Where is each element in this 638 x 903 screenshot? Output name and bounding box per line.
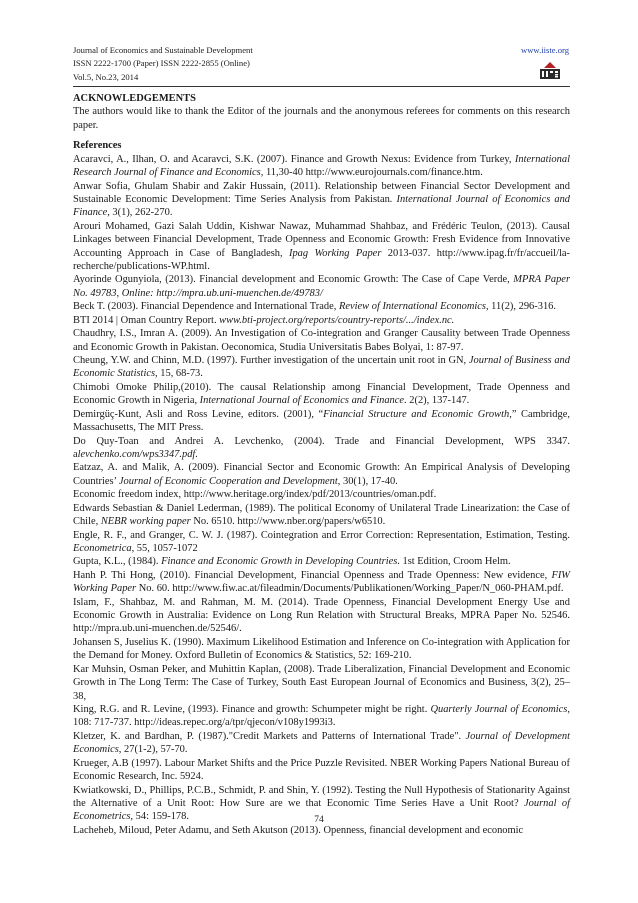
iiste-logo — [531, 61, 569, 81]
reference-text: Ipag Working Paper — [288, 247, 382, 259]
reference-text: Kletzer, K. and Bardhan, P. (1987)."Credit Markets and Patterns of International Trade". — [73, 730, 466, 742]
reference-entry — [73, 757, 570, 784]
reference-text: No. 6510. http://www.nber.org/papers/w6510. — [190, 516, 386, 528]
reference-text: Finance and Economic Growth in Developing Countries — [161, 556, 398, 568]
reference-entry — [73, 180, 570, 220]
reference-text: Gupta, K.L., (1984). — [73, 556, 162, 568]
reference-entry — [73, 327, 570, 354]
references-heading: References — [73, 140, 122, 152]
reference-text: Edwards Sebastian & Daniel Lederman, (1989). The political Economy of Unilateral Trade Linearization: the Case of Chile, — [73, 502, 570, 528]
journal-title: Journal of Economics and Sustainable Development — [73, 45, 253, 55]
reference-text: Kar Muhsin, Osman Peker, and Muhittin Kaplan, (2008). Trade Liberalization, Financial Development and Economic Growth in The Long Term: The Case of Turkey, South East European Journal of Economics and Business, 3(2), 25–38, — [73, 663, 570, 702]
reference-list — [73, 153, 570, 838]
reference-text: Beck T. (2003). Financial Dependence and International Trade, — [73, 301, 339, 313]
reference-text: Chimobi Omoke Philip,(2010). The causal Relationship among Financial Development, Trade Openness and Economic Growth in Nigeria, — [73, 381, 570, 407]
reference-text: , 54: 159-178. — [130, 811, 189, 823]
reference-text: Econometrica — [73, 542, 132, 554]
reference-entry — [73, 273, 570, 300]
reference-text: Krueger, A.B (1997). Labour Market Shifts and the Price Puzzle Revisited. NBER Working Papers National Bureau of Economic Research, Inc. 5924. — [73, 757, 570, 783]
reference-entry — [73, 529, 570, 556]
reference-text: International Journal of Economics and Finance — [199, 395, 405, 407]
reference-entry — [73, 824, 570, 837]
reference-text: FIW Working Paper — [73, 569, 570, 595]
reference-text: , 30(1), 17-40. — [337, 475, 398, 487]
reference-text: Journal of Economic Cooperation and Development — [118, 475, 338, 487]
reference-text: Journal of Econometrics — [73, 797, 570, 823]
reference-text: NEBR working paper — [100, 516, 191, 528]
reference-text: Arouri Mohamed, Gazi Salah Uddin, Kishwar Nawaz, Muhammad Shahbaz, and Frédéric Teulon, (2013). Causal Linkages between Financial Development, Trade Openness and Economic Growth: Fresh Evidence from Innovative Accounting Approach in Case of Bangladesh, — [73, 220, 570, 259]
reference-text: Lacheheb, Miloud, Peter Adamu, and Seth Akutson (2013). Openness, financial development and economic — [73, 824, 524, 836]
reference-text: BTI 2014 | Oman Country Report. — [73, 314, 220, 326]
reference-text: International Research Journal of Finance and Economics, — [73, 153, 570, 179]
reference-text: 2013-037. http://www.ipag.fr/fr/accueil/la-recherche/publications-WP.html. — [73, 247, 570, 273]
issn-line: ISSN 2222-1700 (Paper) ISSN 2222-2855 (Online) — [73, 58, 250, 69]
acknowledgements-heading: ACKNOWLEDGEMENTS — [73, 93, 196, 104]
reference-text: Ayorinde Ogunyiola, (2013). Financial development and Economic Growth: The Case of Cape Verde, — [73, 274, 514, 286]
reference-entry — [73, 730, 570, 757]
reference-text: Online: http://mpra.ub.uni-muenchen.de/49783/ — [121, 287, 323, 299]
volume-line: Vol.5, No.23, 2014 — [73, 71, 139, 82]
reference-text: , 55, 1057-1072 — [131, 542, 198, 554]
reference-text: ,” Cambridge, Massachusetts, The MIT Press. — [73, 408, 570, 434]
reference-text: Chaudhry, I.S., Imran A. (2009). An Investigation of Co-integration and Granger Causality between Trade Openness and Economic Growth in Pakistan. Oeconomica, Studia Universitatis Babes Bolyai, 1: 87-97. — [73, 328, 570, 353]
reference-text: Quarterly Journal of Economics — [430, 703, 568, 715]
reference-entry — [73, 300, 570, 313]
page-header — [73, 44, 569, 84]
reference-entry — [73, 663, 570, 703]
reference-entry — [73, 461, 570, 488]
reference-text: Islam, F., Shahbaz, M. and Rahman, M. M. (2014). Trade Openness, Financial Development Energy Use and Economic Growth in Australia: Evidence on Long Run Relation with Structural Breaks, MPRA Paper No. 52546. http://mpra.ub.uni-muenchen.de/52546/. — [73, 596, 570, 635]
reference-text: Eatzaz, A. and Malik, A. (2009). Financial Sector and Economic Growth: An Empirical Analysis of Developing Countries’ — [73, 462, 570, 487]
reference-text: levchenko.com/wps3347.pdf. — [77, 448, 198, 460]
reference-entry — [73, 596, 570, 636]
reference-text: , 3(1), 262-270. — [107, 207, 173, 219]
reference-text: , 15, 68-73. — [155, 368, 203, 380]
reference-entry — [73, 354, 570, 381]
reference-entry — [73, 569, 570, 596]
reference-entry — [73, 703, 570, 730]
reference-text: , 11(2), 296-316. — [485, 301, 557, 313]
reference-text: Anwar Sofia, Ghulam Shabir and Zakir Hussain, (2011). Relationship between Financial Sector Development and Sustainable Economic Development: Time Series Analysis from Pakistan — [73, 180, 570, 205]
reference-entry — [73, 435, 570, 462]
reference-entry — [73, 153, 570, 180]
reference-text: Demirgüç-Kunt, Asli and Ross Levine, editors. (2001), “ — [73, 408, 324, 420]
acknowledgements-text: The authors would like to thank the Editor of the journals and the anonymous referees for comments on this research paper. — [73, 106, 570, 131]
reference-text: , — [116, 287, 122, 299]
reference-text: Acaravci, A., Ilhan, O. and Acaravci, S.K. (2007). Finance and Growth Nexus: Evidence from Turkey, — [73, 153, 515, 165]
reference-text: , 108: 717-737. http://ideas.repec.org/a/tpr/qjecon/v108y1993i3. — [73, 703, 570, 729]
reference-text: Financial Structure and Economic Growth — [323, 408, 510, 420]
reference-entry — [73, 408, 570, 435]
reference-text: Journal of Business and Economic Statistics — [73, 355, 570, 380]
reference-text: . 1st Edition, Croom Helm. — [397, 556, 511, 568]
reference-text: Johansen S, Juselius K. (1990). Maximum Likelihood Estimation and Inference on Co-integration with Application for the Demand for Money. Oxford Bulletin of Economics & Statistics, 52: 169-210. — [73, 636, 570, 662]
reference-entry — [73, 636, 570, 663]
reference-text: No. 60. http://www.fiw.ac.at/fileadmin/Documents/Publikationen/Working_Paper/N_060-PHAM.pdf. — [136, 583, 564, 595]
page-number: 74 — [314, 815, 324, 825]
journal-url-link[interactable]: www.iiste.org — [521, 45, 569, 55]
reference-text: . International Journal of Economics and Finance — [73, 193, 571, 219]
reference-text: Journal of Development Economics — [73, 730, 570, 756]
reference-entry — [73, 488, 570, 501]
reference-entry — [73, 220, 570, 274]
reference-entry — [73, 502, 570, 529]
reference-entry — [73, 555, 570, 568]
reference-text: Kwiatkowski, D., Phillips, P.C.B., Schmidt, P. and Shin, Y. (1992). Testing the Null Hypothesis of Stationarity Against the Alternative of a Unit Root: How Sure are we that Economic Time Series Have a Unit Root? — [73, 784, 570, 809]
reference-text: Economic freedom index, http://www.heritage.org/index/pdf/2013/countries/oman.pdf. — [73, 489, 437, 501]
reference-text: www.bti-project.org/reports/country-reports/.../index.nc. — [219, 314, 455, 326]
reference-text: King, R.G. and R. Levine, (1993). Finance and growth: Schumpeter might be right. — [73, 703, 431, 715]
reference-text: Do Quy-Toan and Andrei A. Levchenko, (2004). Trade and Financial Development, WPS 3347. a — [73, 435, 570, 460]
reference-text: , 27(1-2), 57-70. — [118, 744, 188, 756]
header-rule — [73, 86, 570, 87]
reference-text: Cheung, Y.W. and Chinn, M.D. (1997). Further investigation of the uncertain unit root in GN, — [73, 355, 469, 367]
reference-text: Hanh P. Thi Hong, (2010). Financial Development, Financial Openness and Trade Openness: New evidence, — [73, 569, 552, 581]
reference-entry — [73, 314, 570, 327]
page-body — [73, 92, 570, 837]
reference-text: . 2(2), 137-147. — [404, 395, 470, 407]
reference-text: Engle, R. F., and Granger, C. W. J. (1987). Cointegration and Error Correction: Representation, Estimation, Testing. — [73, 529, 570, 541]
reference-text: Review of International Economics — [338, 301, 486, 313]
reference-text: MPRA Paper No. 49783 — [73, 274, 571, 299]
logo-roof-icon — [544, 62, 556, 68]
reference-text: 11,30-40 http://www.eurojournals.com/finance.htm. — [263, 167, 483, 179]
reference-entry — [73, 381, 570, 408]
